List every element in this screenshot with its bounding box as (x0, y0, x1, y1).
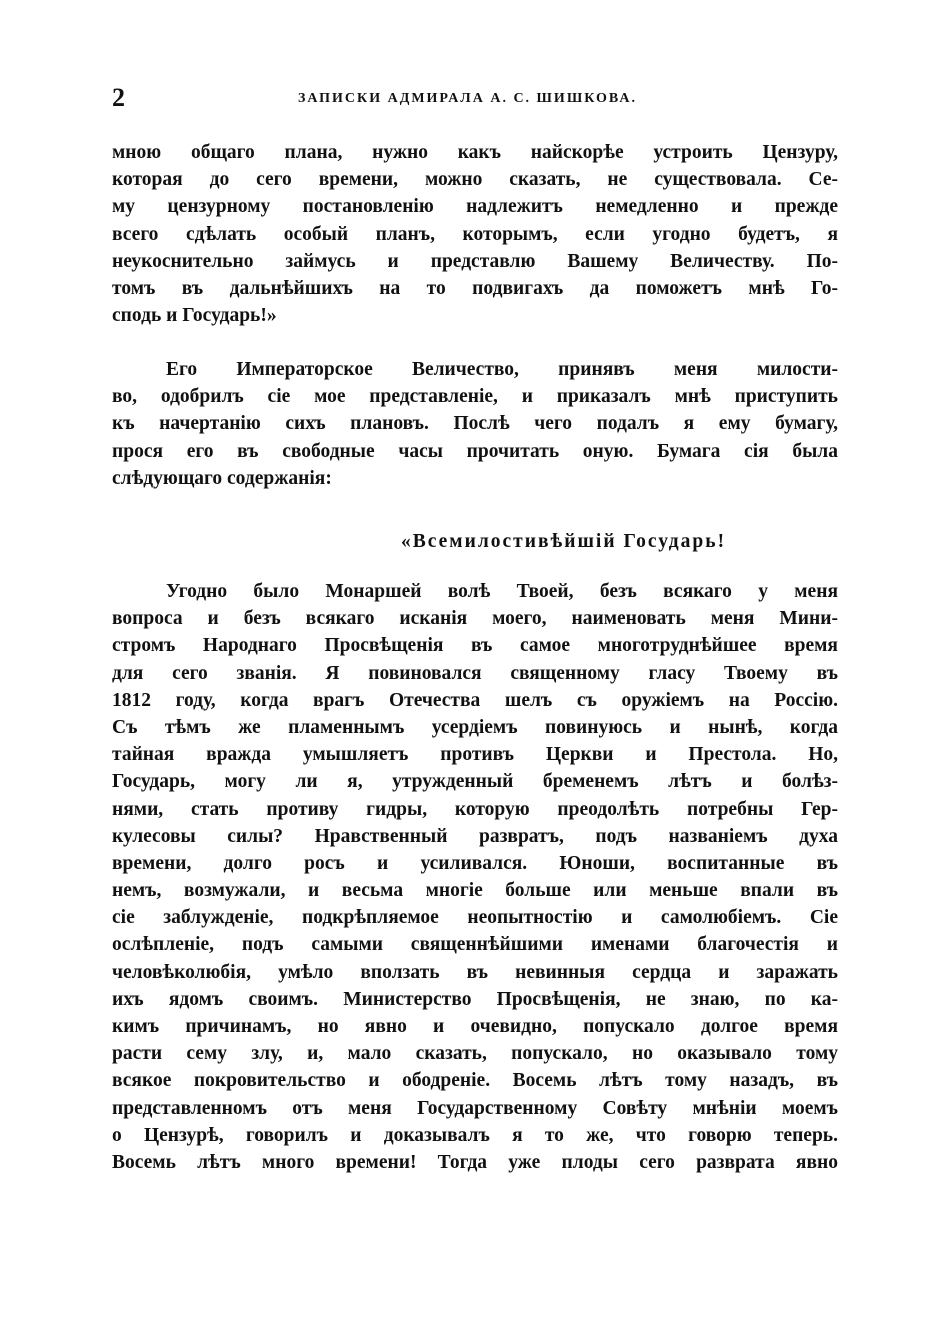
text-line: всякое покровительство и ободреніе. Восемь лѣтъ тому назадъ, въ (112, 1070, 838, 1092)
text-line: Съ тѣмъ же пламеннымъ усердіемъ повинуюсь и нынѣ, когда (112, 716, 838, 738)
text-line: человѣколюбія, умѣло вползать въ невинныя сердца и заражать (112, 961, 838, 983)
text-line: прося его въ свободные часы прочитать оную. Бумага сія была (112, 440, 838, 462)
text-line: которая до сего времени, можно сказать, не существовала. Се- (112, 169, 838, 191)
text-line: мною общаго плана, нужно какъ найскорѣе устроить Цензуру, (112, 142, 838, 163)
text-line: вопроса и безъ всякаго исканія моего, наименовать меня Мини- (112, 608, 838, 630)
text-line: для сего званія. Я повиновался священному гласу Твоему въ (112, 662, 838, 684)
paragraph-2 (112, 356, 838, 492)
text-line: нями, стать противу гидры, которую преодолѣть потребны Гер- (112, 798, 838, 820)
paragraph-1 (112, 139, 838, 329)
text-line: томъ въ дальнѣйшихъ на то подвигахъ да поможетъ мнѣ Го- (112, 277, 838, 299)
page-number: 2 (112, 83, 125, 112)
text-line: немъ, возмужали, и весьма многіе больше или меньше впали въ (112, 880, 838, 902)
running-title: ЗАПИСКИ АДМИРАЛА А. С. ШИШКОВА. (298, 91, 637, 106)
text-line: тайная вражда умышляетъ противъ Церкви и Престола. Но, (112, 744, 838, 766)
text-line: сподь и Государь!» (112, 305, 277, 327)
text-line: Угодно было Монаршей волѣ Твоей, безъ всякаго у меня (166, 581, 838, 602)
text-line: кулесовы силы? Нравственный развратъ, подъ названіемъ духа (112, 825, 838, 847)
text-line: ослѣпленіе, подъ самыми священнѣйшими именами благочестія и (112, 934, 838, 956)
text-line: неукоснительно займусь и представлю Вашему Величеству. По- (112, 250, 838, 272)
text-line: къ начертанію сихъ плановъ. Послѣ чего подалъ я ему бумагу, (112, 413, 838, 435)
text-line: представленномъ отъ меня Государственному Совѣту мнѣніи моемъ (112, 1097, 838, 1119)
text-line: слѣдующаго содержанія: (112, 467, 332, 489)
text-line: во, одобрилъ сіе мое представленіе, и приказалъ мнѣ приступить (112, 386, 838, 408)
text-line: о Цензурѣ, говорилъ и доказывалъ я то же, что говорю теперь. (112, 1124, 838, 1146)
page-header (112, 84, 838, 116)
paragraph-3 (112, 578, 838, 1176)
text-line: Восемь лѣтъ много времени! Тогда уже плоды сего разврата явно (112, 1151, 838, 1173)
text-line: Государь, могу ли я, утружденный бременемъ лѣтъ и болѣз- (112, 771, 838, 793)
text-line: стромъ Народнаго Просвѣщенія въ самое многотруднѣйшее время (112, 635, 838, 657)
text-line: ихъ ядомъ своимъ. Министерство Просвѣщенія, не знаю, по ка- (112, 988, 838, 1010)
text-line: кимъ причинамъ, но явно и очевидно, попускало долгое время (112, 1016, 838, 1037)
text-line: расти сему злу, и, мало сказать, попускало, но оказывало тому (112, 1043, 838, 1065)
letter-salutation: «Всемилостивѣйшій Государь! (401, 531, 727, 552)
text-line: 1812 году, когда врагъ Отечества шелъ съ оружіемъ на Россію. (112, 689, 838, 711)
text-line: Его Императорское Величество, принявъ меня милости- (166, 359, 838, 380)
text-line: му цензурному постановленію надлежитъ немедленно и прежде (112, 196, 838, 218)
text-line: сіе заблужденіе, подкрѣпляемое неопытностію и самолюбіемъ. Сіе (112, 907, 838, 929)
text-line: всего сдѣлать особый планъ, которымъ, если угодно будетъ, я (112, 223, 838, 245)
text-line: времени, долго росъ и усиливался. Юноши, воспитанные въ (112, 852, 838, 874)
